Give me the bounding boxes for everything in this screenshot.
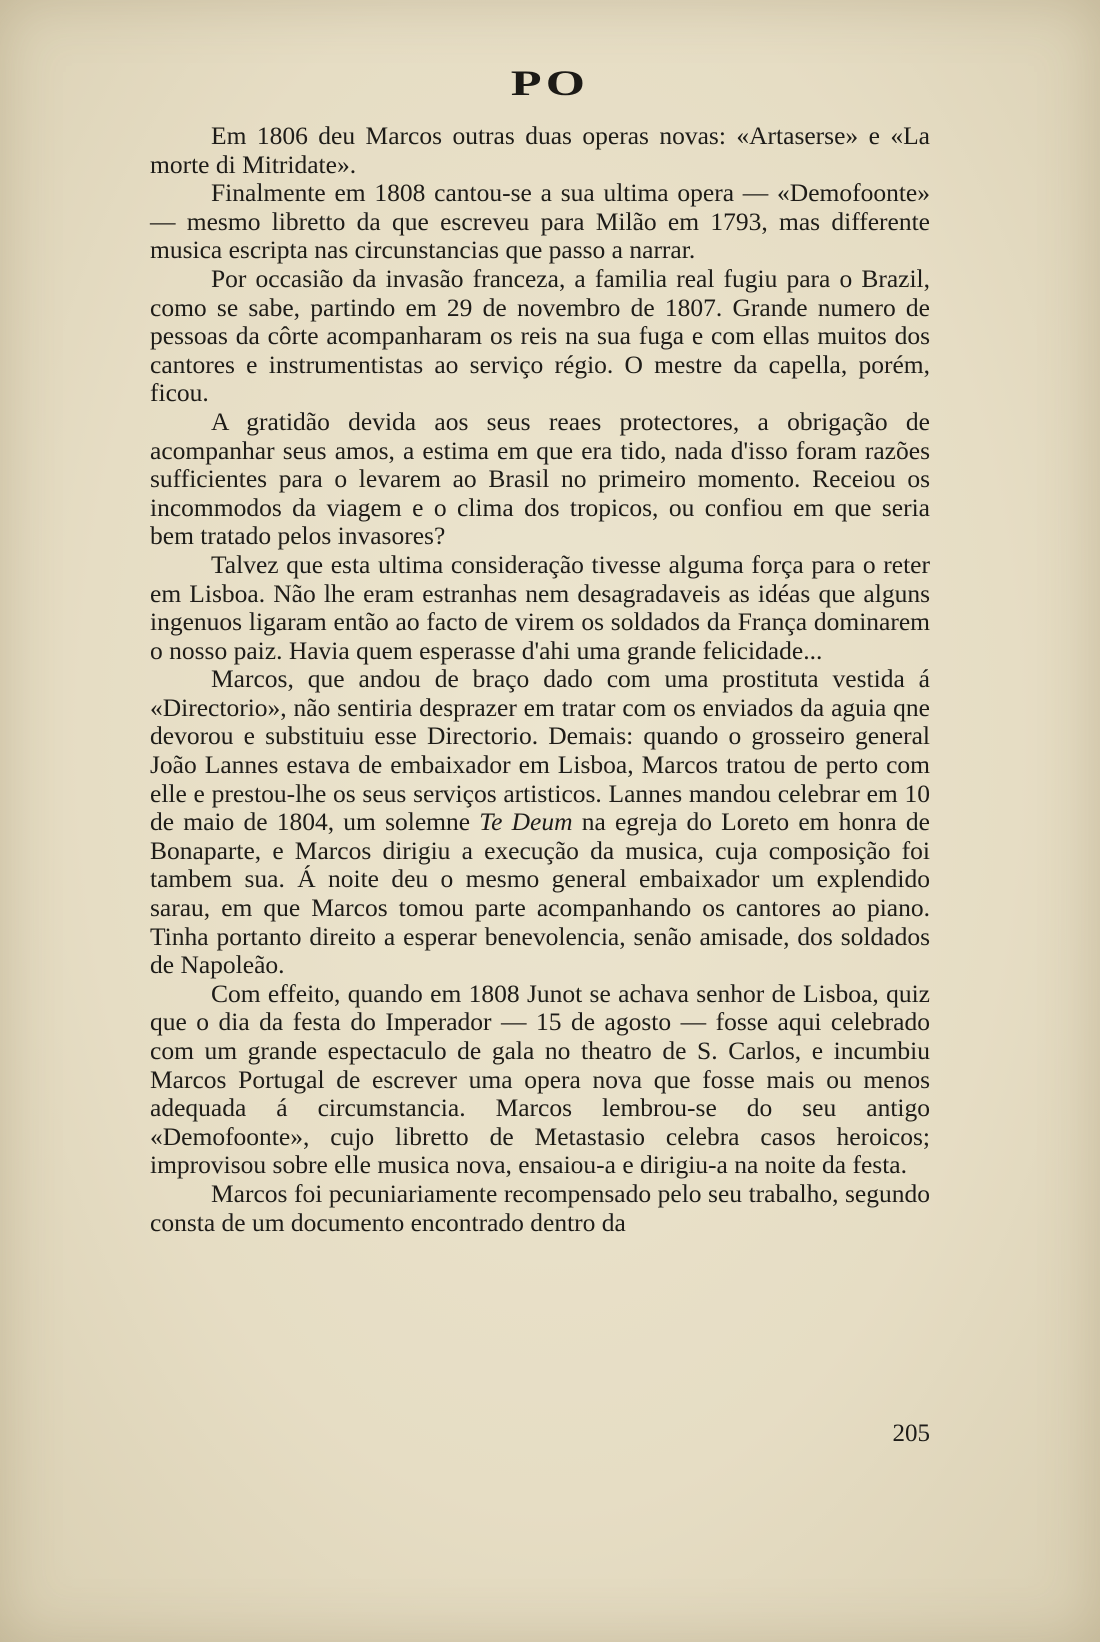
paragraph-6-text-after: na egreja do Loreto em honra de Bonaparte, e Marcos dirigiu a execução da musica, cuja composição foi tambem sua. Á noite deu o mesmo general embaixador um explendido sarau, em que Marcos tomou parte acompanhando os cantores ao piano. Tinha portanto direito a esperar benevolencia, senão amisade, dos soldados de Napoleão.	[150, 807, 930, 980]
paragraph-6	[150, 665, 930, 980]
paragraph-3: Por occasião da invasão franceza, a familia real fugiu para o Brazil, como se sabe, partindo em 29 de novembro de 1807. Grande numero de pessoas da côrte acompanharam os reis na sua fuga e com ellas muitos dos cantores e instrumentistas ao serviço régio. O mestre da capella, porém, ficou.	[150, 263, 930, 408]
paragraph-8: Marcos foi pecuniariamente recompensado pelo seu trabalho, segundo consta de um documento encontrado dentro da	[150, 1178, 930, 1237]
te-deum-italic: Te Deum	[479, 807, 573, 837]
paragraph-4: A gratidão devida aos seus reaes protectores, a obrigação de acompanhar seus amos, a estima em que era tido, nada d'isso foram razões sufficientes para o levarem ao Brasil no primeiro momento. Receiou os incommodos da viagem e o clima dos tropicos, ou confiou em que seria bem tratado pelos invasores?	[150, 406, 930, 551]
paragraph-2: Finalmente em 1808 cantou-se a sua ultima opera — «Demofoonte» — mesmo libretto da que escreveu para Milão em 1793, mas differente musica escripta nas circunstancias que passo a narrar.	[150, 178, 930, 265]
body-text	[150, 122, 930, 1237]
paragraph-7: Com effeito, quando em 1808 Junot se achava senhor de Lisboa, quiz que o dia da festa do Imperador — 15 de agosto — fosse aqui celebrado com um grande espectaculo de gala no theatro de S. Carlos, e incumbiu Marcos Portugal de escrever uma opera nova que fosse mais ou menos adequada á circumstancia. Marcos lembrou-se do seu antigo «Demofoonte», cujo libretto de Metastasio celebra casos heroicos; improvisou sobre elle musica nova, ensaiou-a e dirigiu-a na noite da festa.	[150, 978, 930, 1180]
page-number: 205	[892, 1420, 930, 1447]
running-head: PO	[510, 63, 590, 103]
paragraph-5: Talvez que esta ultima consideração tivesse alguma força para o reter em Lisboa. Não lhe eram estranhas nem desagradaveis as idéas que alguns ingenuos ligaram então ao facto de virem os soldados da França dominarem o nosso paiz. Havia quem esperasse d'ahi uma grande felicidade...	[150, 549, 930, 665]
paragraph-6-text-before: Marcos, que andou de braço dado com uma prostituta vestida á «Directorio», não sentiria desprazer em tratar com os enviados da aguia qne devorou e substituiu esse Directorio. Demais: quando o grosseiro general João Lannes estava de embaixador em Lisboa, Marcos tratou de perto com elle e prestou-lhe os seus serviços artisticos. Lannes mandou celebrar em 10 de maio de 1804, um solemne	[150, 664, 930, 837]
paragraph-1: Em 1806 deu Marcos outras duas operas novas: «Artaserse» e «La morte di Mitridate».	[150, 121, 930, 179]
